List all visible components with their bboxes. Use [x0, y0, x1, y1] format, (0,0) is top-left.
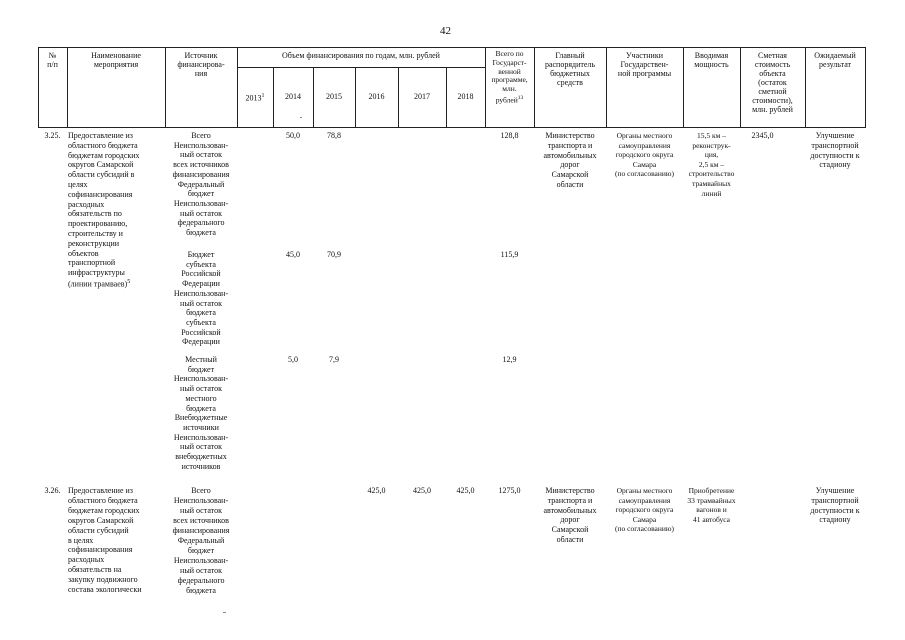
header-volume: Объем финансирования по годам, млн. рублей — [282, 51, 440, 60]
header-num: № п/п — [47, 51, 58, 69]
header-total — [485, 50, 534, 105]
table-top-border — [38, 47, 866, 48]
header-year-2015: 2015 — [326, 92, 342, 101]
row-3-25-regional-2015: 70,9 — [327, 250, 341, 259]
row-3-25-sources-a: Всего Неиспользован- ный остаток всех источников финансирования Федеральный бюджет Неиспользован- ный остаток федерального бюджета — [172, 131, 230, 238]
year-2013-label: 2013 — [245, 93, 262, 103]
row-3-26-total-2017: 425,0 — [413, 486, 431, 495]
row-3-26-participants: Органы местного самоуправления городского округа Самара (по согласованию) — [615, 486, 674, 534]
row-3-25-num: 3.25. — [44, 131, 61, 140]
row-3-26-name: Предоставление из областного бюджета бюджетам городских округов Самарской области субсидий в целях софинансирования расходных обязательств на закупку подвижного состава экологически — [68, 486, 142, 595]
header-participants: Участники Государствен- ной программы — [617, 51, 672, 78]
scan-speck — [223, 612, 226, 613]
header-year-2016: 2016 — [368, 92, 385, 101]
row-3-25-local-sum: 12,9 — [502, 355, 517, 364]
row-3-26-total-2016: 425,0 — [367, 486, 386, 495]
header-cost: Сметная стоимость объекта (остаток сметной стоимости), млн. рублей — [752, 51, 793, 114]
page-number: 42 — [440, 25, 451, 37]
row-3-26-num: 3.26. — [44, 486, 61, 495]
header-year-2018: 2018 — [457, 92, 474, 101]
row-3-25-manager: Министерство транспорта и автомобильных дорог Самарской области — [543, 131, 597, 189]
row-3-25-total-sum: 128,8 — [500, 131, 519, 140]
row-3-25-name-text: Предоставление из областного бюджета бюджетам городских округов Самарской области субсидий в целях софинансирования расходных обязательств по проектированию, строительству и реконструкции объектов транспортной инфраструктуры (линии трамваев) — [68, 131, 140, 289]
header-result: Ожидаемый результат — [814, 51, 856, 69]
header-manager: Главный распорядитель бюджетных средств — [544, 51, 596, 87]
row-3-25-cost: 2345,0 — [751, 131, 774, 140]
row-3-25-total-2015: 78,8 — [327, 131, 341, 140]
row-3-25-participants: Органы местного самоуправления городского округа Самара (по согласованию) — [615, 131, 674, 179]
year-2013-footnote: 1 — [261, 93, 265, 99]
header-source: Источник финансирова- ния — [177, 51, 225, 78]
row-3-25-result: Улучшение транспортной доступности к стадиону — [810, 131, 860, 170]
row-3-26-capacity: Приобретение 33 трамвайных вагонов и 41 автобуса — [687, 486, 736, 524]
header-year-2017: 2017 — [414, 92, 430, 101]
row-3-25-local-2014: 5,0 — [288, 355, 298, 364]
header-name: Наименование мероприятия — [91, 51, 141, 69]
row-3-26-total-sum: 1275,0 — [498, 486, 521, 495]
row-3-26-manager: Министерство транспорта и автомобильных дорог Самарской области — [543, 486, 597, 544]
row-3-25-footnote: 5 — [127, 278, 131, 285]
header-total-footnote: 13 — [517, 94, 524, 101]
row-3-26-total-2018: 425,0 — [456, 486, 475, 495]
col-border-10 — [865, 47, 866, 128]
row-3-26-sources-a: Всего Неиспользован- ный остаток всех источников финансирования Федеральный бюджет Неиспользован- ный остаток федерального бюджета — [172, 486, 230, 595]
row-3-25-capacity: 15,5 км – реконструк- ция, 2,5 км – строительство трамвайных линий — [688, 131, 735, 198]
header-year-2013 — [237, 92, 273, 103]
header-year-2014: 2014 — [285, 92, 301, 101]
row-3-25-sources-c: Местный бюджет Неиспользован- ный остаток местного бюджета Внебюджетные источники Неиспользован- ный остаток внебюджетных источников — [173, 355, 229, 471]
row-3-25-total-2014: 50,0 — [286, 131, 300, 140]
row-3-25-local-2015: 7,9 — [329, 355, 339, 364]
row-3-25-sources-b: Бюджет субъекта Российской Федерации Неиспользован- ный остаток бюджета субъекта Российской Федерации — [173, 250, 229, 347]
row-3-26-result: Улучшение транспортной доступности к стадиону — [810, 486, 860, 525]
header-bottom-border — [38, 127, 866, 128]
row-3-25-regional-2014: 45,0 — [286, 250, 300, 259]
years-divider — [237, 67, 485, 68]
row-3-25-name — [68, 131, 166, 289]
scan-speck — [300, 117, 302, 118]
header-capacity: Вводимая мощность — [694, 51, 729, 69]
header-total-label: Всего по Государст- венной программе, млн. рублей — [491, 49, 528, 105]
row-3-25-regional-sum: 115,9 — [500, 250, 519, 259]
